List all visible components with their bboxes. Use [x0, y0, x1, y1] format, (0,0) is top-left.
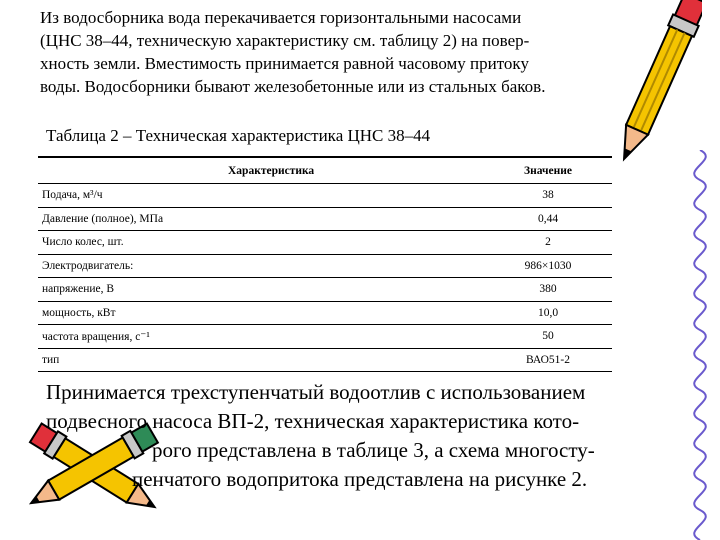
row-value: 38 [484, 184, 612, 208]
table-row [38, 325, 612, 349]
outro-line: подвесного насоса ВП-2, техническая характеристика кото- [46, 409, 580, 433]
table-row [38, 184, 612, 208]
row-label: Электродвигатель: [38, 254, 484, 278]
row-value: 380 [484, 278, 612, 302]
intro-line: (ЦНС 38–44, техническую характеристику см. таблицу 2) на повер- [40, 31, 530, 50]
table-row [38, 278, 612, 302]
outro-line: пенчатого водопритока представлена на рисунке 2. [132, 467, 588, 491]
table-caption: Таблица 2 – Техническая характеристика ЦНС 38–44 [46, 126, 431, 145]
spec-table [38, 156, 612, 372]
row-value: 2 [484, 231, 612, 255]
row-value: 986×1030 [484, 254, 612, 278]
column-header-characteristic: Характеристика [38, 157, 484, 184]
row-label: Давление (полное), МПа [38, 207, 484, 231]
row-label: напряжение, В [38, 278, 484, 302]
row-label: Подача, м³/ч [38, 184, 484, 208]
row-value: ВАО51-2 [484, 348, 612, 372]
outro-line: рого представлена в таблице 3, а схема многосту- [152, 438, 595, 462]
row-label: мощность, кВт [38, 301, 484, 325]
table-row [38, 301, 612, 325]
row-label: тип [38, 348, 484, 372]
outro-paragraph [46, 378, 686, 494]
intro-line: Из водосборника вода перекачивается горизонтальными насосами [40, 8, 522, 27]
outro-line: Принимается трехступенчатый водоотлив с использованием [46, 380, 586, 404]
intro-line: воды. Водосборники бывают железобетонные или из стальных баков. [40, 77, 546, 96]
table-row [38, 207, 612, 231]
row-label: Число колес, шт. [38, 231, 484, 255]
column-header-value: Значение [484, 157, 612, 184]
row-value: 0,44 [484, 207, 612, 231]
table-row [38, 254, 612, 278]
intro-paragraph [40, 6, 640, 98]
intro-line: хность земли. Вместимость принимается равной часовому притоку [40, 54, 529, 73]
row-label: частота вращения, с⁻¹ [38, 325, 484, 349]
spiral-binding-decoration [680, 150, 720, 540]
table-row [38, 231, 612, 255]
table-header-row [38, 157, 612, 184]
table-row [38, 348, 612, 372]
row-value: 10,0 [484, 301, 612, 325]
row-value: 50 [484, 325, 612, 349]
